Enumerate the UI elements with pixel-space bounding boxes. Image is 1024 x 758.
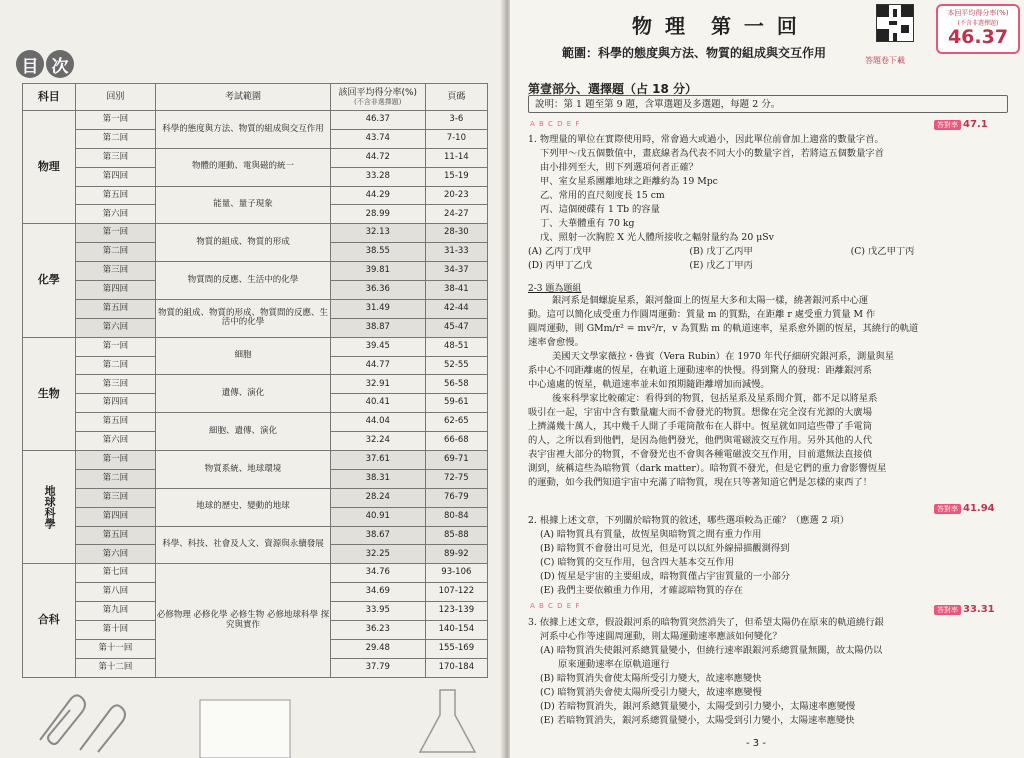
- badge-value: 46.37: [947, 26, 1009, 48]
- page-cell[interactable]: 3-6: [425, 111, 487, 130]
- page-cell[interactable]: 140-154: [425, 621, 487, 640]
- average-cell: 37.61: [330, 451, 425, 470]
- page-cell[interactable]: 48-51: [425, 337, 487, 356]
- subject-cell: 物理: [23, 111, 76, 224]
- range-cell: 科學、科技、社會及人文、資源與永續發展: [156, 526, 331, 564]
- question-line: 丙、這個硬碟有 1 Tb 的容量: [540, 204, 660, 215]
- round-cell: 第八回: [75, 583, 156, 602]
- average-cell: 29.48: [330, 639, 425, 658]
- average-cell: 46.37: [330, 111, 425, 130]
- header-range: 考試範圍: [156, 84, 331, 111]
- average-cell: 28.99: [330, 205, 425, 224]
- round-cell: 第二回: [75, 356, 156, 375]
- question-line: 丁、大華體重有 70 kg: [540, 218, 635, 229]
- page-cell[interactable]: 24-27: [425, 205, 487, 224]
- average-cell: 38.67: [330, 526, 425, 545]
- range-cell: 物質系統、地球環境: [156, 451, 331, 489]
- page-cell[interactable]: 7-10: [425, 129, 487, 148]
- round-cell: 第三回: [75, 148, 156, 167]
- average-cell: 38.31: [330, 469, 425, 488]
- subject-cell: 地球科學: [23, 451, 76, 564]
- question-line: 河系中心作等速圓周運動，則太陽運動速率應該如何變化？: [540, 631, 782, 642]
- average-cell: 32.91: [330, 375, 425, 394]
- question-line: 1. 物理量的單位在實際使用時，常會過大或過小，因此單位前會加上適當的數量字首。: [528, 134, 884, 145]
- toc-title-char-2: 次: [46, 50, 74, 78]
- toc-body: [23, 111, 488, 678]
- round-cell: 第九回: [75, 602, 156, 621]
- range-cell: 物質的組成、物質的形成: [156, 224, 331, 262]
- average-cell: 44.72: [330, 148, 425, 167]
- question-line: (E) 我們主要依賴重力作用，才確認暗物質的存在: [540, 585, 743, 596]
- page-cell[interactable]: 155-169: [425, 639, 487, 658]
- passage-line: 表宇宙裡大部分的物質，不會發光也不會與各種電磁波交互作用，目前還無法直接偵: [528, 449, 872, 460]
- answer-stats-q3: A B C D E F: [530, 602, 581, 610]
- table-row: [23, 564, 488, 583]
- page-cell[interactable]: 107-122: [425, 583, 487, 602]
- round-cell: 第三回: [75, 375, 156, 394]
- average-cell: 33.95: [330, 602, 425, 621]
- passage-line: 銀河系是個螺旋星系，銀河盤面上的恆星大多和太陽一樣，繞著銀河系中心運: [552, 295, 869, 306]
- qr-pattern: [877, 5, 913, 41]
- header-page: 頁碼: [425, 84, 487, 111]
- table-row: [23, 375, 488, 394]
- page-cell[interactable]: 34-37: [425, 262, 487, 281]
- round-cell: 第二回: [75, 129, 156, 148]
- instructions-box: 說明：第 1 題至第 9 題，含單選題及多選題，每題 2 分。: [528, 95, 1008, 113]
- subject-cell: 化學: [23, 224, 76, 337]
- round-cell: 第一回: [75, 451, 156, 470]
- average-cell: 44.77: [330, 356, 425, 375]
- average-cell: 31.49: [330, 299, 425, 318]
- range-cell: 科學的態度與方法、物質的組成與交互作用: [156, 111, 331, 149]
- page-cell[interactable]: 11-14: [425, 148, 487, 167]
- round-cell: 第三回: [75, 488, 156, 507]
- passage-line: 上擠滿幾十萬人，其中幾千人開了手電筒散布在人群中。恆星就如同這些帶了手電筒: [528, 421, 872, 432]
- page-title: 物 理 第 一 回: [632, 14, 800, 38]
- passage-line: 中心遠處的恆星，軌道速率並未如預期隨距離增加而減慢。: [528, 379, 770, 390]
- table-row: [23, 262, 488, 281]
- page-cell[interactable]: 85-88: [425, 526, 487, 545]
- page-cell[interactable]: 59-61: [425, 394, 487, 413]
- average-cell: 38.55: [330, 243, 425, 262]
- page-cell[interactable]: 45-47: [425, 318, 487, 337]
- question-line: (D) 恆星是宇宙的主要組成，暗物質僅占宇宙質量的一小部分: [540, 571, 791, 582]
- table-row: [23, 111, 488, 130]
- rate-tag: 答對率: [934, 605, 961, 615]
- average-score-badge: [936, 4, 1020, 54]
- average-cell: 44.04: [330, 413, 425, 432]
- rate-tag: 答對率: [934, 504, 961, 514]
- passage-line: 吸引在一起，宇宙中含有數量龐大而不會發光的物質。想像在完全沒有光源的大廣場: [528, 407, 872, 418]
- question-line: 乙、常用的直尺刻度長 15 cm: [540, 190, 665, 201]
- rate-value: 33.31: [963, 604, 995, 615]
- question-line: 甲、室女星系團離地球之距離約為 19 Mpc: [540, 176, 718, 187]
- option-e[interactable]: (E) 戊乙丁甲丙: [689, 260, 753, 271]
- header-avg-note: (不含非選擇題): [354, 98, 402, 107]
- options-row-1: [528, 245, 1012, 259]
- qr-download-label[interactable]: 答題卷下載: [865, 56, 905, 65]
- round-cell: 第十回: [75, 621, 156, 640]
- range-cell: 能量、量子現象: [156, 186, 331, 224]
- round-cell: 第四回: [75, 394, 156, 413]
- rate-tag: 答對率: [934, 120, 961, 130]
- badge-label: 本回平均得分率(%): [947, 9, 1009, 17]
- question-line: (B) 暗物質消失會使太陽所受引力變大，故速率應變快: [540, 673, 762, 684]
- passage-line: 的人，之所以看到他們，是因為他們發光，他們與電磁波交互作用。另外其他的人代: [528, 435, 872, 446]
- table-row: [23, 488, 488, 507]
- question-line: 原來運動速率在原軌道運行: [558, 659, 670, 670]
- range-cell: 地球的歷史、變動的地球: [156, 488, 331, 526]
- page-number: - 3 -: [746, 738, 766, 749]
- average-cell: 44.29: [330, 186, 425, 205]
- question-line: 2. 根據上述文章，下列關於暗物質的敘述，哪些選項較為正確？（應選 2 項）: [528, 515, 850, 526]
- range-cell: 必修物理 必修化學 必修生物 必修地球科學 探究與實作: [156, 564, 331, 677]
- round-cell: 第五回: [75, 413, 156, 432]
- option-d[interactable]: (D) 丙甲丁乙戊: [528, 260, 593, 271]
- question-line: (D) 若暗物質消失，銀河系總質量變小，太陽受到引力變小，太陽速率應變慢: [540, 701, 856, 712]
- average-cell: 32.13: [330, 224, 425, 243]
- round-cell: 第五回: [75, 299, 156, 318]
- average-cell: 39.45: [330, 337, 425, 356]
- range-cell: 物質間的反應、生活中的化學: [156, 262, 331, 300]
- average-cell: 36.23: [330, 621, 425, 640]
- page-cell[interactable]: 28-30: [425, 224, 487, 243]
- option-c[interactable]: (C) 戊乙甲丁丙: [850, 246, 915, 257]
- qr-code-icon[interactable]: [876, 4, 914, 42]
- round-cell: 第六回: [75, 545, 156, 564]
- table-row: [23, 224, 488, 243]
- page-cell[interactable]: 76-79: [425, 488, 487, 507]
- passage-line: 後來科學家比較確定：看得到的物質，包括星系及星系間介質，都不足以將星系: [552, 393, 878, 404]
- passage-line: 的運動，如今我們知道宇宙中充滿了暗物質，現在只等著知道它們是怎樣的東西了！: [528, 477, 872, 488]
- question-1: [528, 133, 1012, 245]
- table-row: [23, 451, 488, 470]
- question-line: 3. 依據上述文章，假設銀河系的暗物質突然消失了，但希望太陽仍在原來的軌道繞行銀: [528, 617, 884, 628]
- average-cell: 36.36: [330, 281, 425, 300]
- question-2: [528, 514, 1012, 598]
- table-row: [23, 526, 488, 545]
- range-cell: 物體的運動、電與磁的統一: [156, 148, 331, 186]
- paperclip-icon: [40, 695, 125, 752]
- page-cell[interactable]: 80-84: [425, 507, 487, 526]
- passage-line: 美國天文學家薇拉・魯賓（Vera Rubin）在 1970 年代仔細研究銀河系，測量與星: [552, 351, 895, 362]
- page-cell[interactable]: 56-58: [425, 375, 487, 394]
- page-cell[interactable]: 170-184: [425, 658, 487, 677]
- page-cell[interactable]: 69-71: [425, 451, 487, 470]
- round-cell: 第七回: [75, 564, 156, 583]
- badge-note: (不含非選擇題): [957, 20, 999, 27]
- question-line: (C) 暗物質消失會使太陽所受引力變大，故速率應變慢: [540, 687, 762, 698]
- toc-table: [22, 83, 488, 678]
- round-cell: 第十二回: [75, 658, 156, 677]
- page-cell[interactable]: 72-75: [425, 469, 487, 488]
- option-a[interactable]: (A) 乙丙丁戊甲: [528, 246, 592, 257]
- page-cell[interactable]: 42-44: [425, 299, 487, 318]
- page-cell[interactable]: 123-139: [425, 602, 487, 621]
- page-cell[interactable]: 38-41: [425, 281, 487, 300]
- average-cell: 37.79: [330, 658, 425, 677]
- range-cell: 物質的組成、物質的形成、物質間的反應、生活中的化學: [156, 299, 331, 337]
- table-row: [23, 148, 488, 167]
- average-cell: 32.25: [330, 545, 425, 564]
- header-avg: [330, 84, 425, 111]
- question-line: (B) 暗物質不會發出可見光，但是可以以紅外線掃描觀測得到: [540, 543, 790, 554]
- question-line: (E) 若暗物質消失，銀河系總質量變小，太陽受到引力變小，太陽速率應變快: [540, 715, 855, 726]
- round-cell: 第六回: [75, 318, 156, 337]
- passage-line: 測到，統稱這些為暗物質（dark matter）。暗物質不發光，但是它們的重力會影響恆星: [528, 463, 887, 474]
- correct-rate-q2: [934, 503, 995, 514]
- table-row: [23, 299, 488, 318]
- average-cell: 40.41: [330, 394, 425, 413]
- average-cell: 33.28: [330, 167, 425, 186]
- answer-stats-q1: A B C D E F: [530, 120, 581, 128]
- page-cell[interactable]: 15-19: [425, 167, 487, 186]
- round-cell: 第六回: [75, 205, 156, 224]
- question-line: 下列甲～戊五個數值中，畫底線者為代表不同大小的數量字首，若將這五個數量字首: [540, 148, 884, 159]
- average-cell: 38.87: [330, 318, 425, 337]
- question-1-options: [528, 245, 1012, 273]
- page-cell[interactable]: 52-55: [425, 356, 487, 375]
- passage-line: 動。這可以簡化成受重力作圓周運動：質量 m 的質點，在距離 r 處受重力質量 M 作: [528, 309, 876, 320]
- passage-line: 系中心不同距離處的恆星，在軌道上運動速率的快慢。得到驚人的發現：距離銀河系: [528, 365, 872, 376]
- header-round: 回別: [75, 84, 156, 111]
- table-row: [23, 186, 488, 205]
- group-tag: 2-3 題為題組: [528, 284, 582, 294]
- subject-cell: 合科: [23, 564, 76, 677]
- average-cell: 43.74: [330, 129, 425, 148]
- rate-value: 47.1: [963, 119, 988, 130]
- question-line: 由小排列至大，則下列選項何者正確？: [540, 162, 699, 173]
- page-cell[interactable]: 66-68: [425, 432, 487, 451]
- notebook-icon: [200, 700, 290, 758]
- decorative-illustration: [0, 680, 506, 758]
- passage-line: 速率會愈慢。: [528, 337, 584, 348]
- rate-value: 41.94: [963, 503, 995, 514]
- average-cell: 32.24: [330, 432, 425, 451]
- toc-title-char-1: 目: [16, 50, 44, 78]
- right-page: [510, 0, 1024, 758]
- question-line: (A) 暗物質消失使銀河系總質量變小，但繞行速率跟銀河系總質量無關，故太陽仍以: [540, 645, 883, 656]
- page-cell[interactable]: 89-92: [425, 545, 487, 564]
- round-cell: 第一回: [75, 337, 156, 356]
- header-avg-label: 該回平均得分率(%): [338, 87, 418, 98]
- scope-subtitle: 範圍：科學的態度與方法、物質的組成與交互作用: [562, 46, 827, 60]
- average-cell: 39.81: [330, 262, 425, 281]
- round-cell: 第三回: [75, 262, 156, 281]
- toc-title: [16, 50, 74, 78]
- table-row: [23, 413, 488, 432]
- header-subject: 科目: [23, 84, 76, 111]
- round-cell: 第十一回: [75, 639, 156, 658]
- question-line: (C) 暗物質的交互作用，包含四大基本交互作用: [540, 557, 734, 568]
- round-cell: 第四回: [75, 507, 156, 526]
- round-cell: 第二回: [75, 243, 156, 262]
- page-cell[interactable]: 31-33: [425, 243, 487, 262]
- round-cell: 第一回: [75, 224, 156, 243]
- average-cell: 40.91: [330, 507, 425, 526]
- range-cell: 遺傳、演化: [156, 375, 331, 413]
- question-3: [528, 616, 1012, 728]
- range-cell: 細胞、遺傳、演化: [156, 413, 331, 451]
- average-cell: 34.69: [330, 583, 425, 602]
- part-heading: 第壹部分、選擇題（占 18 分）: [528, 82, 698, 96]
- round-cell: 第一回: [75, 111, 156, 130]
- correct-rate-q3: [934, 604, 995, 615]
- round-cell: 第五回: [75, 526, 156, 545]
- round-cell: 第四回: [75, 281, 156, 300]
- range-cell: 細胞: [156, 337, 331, 375]
- round-cell: 第五回: [75, 186, 156, 205]
- round-cell: 第四回: [75, 167, 156, 186]
- correct-rate-q1: [934, 119, 988, 130]
- average-cell: 28.24: [330, 488, 425, 507]
- page-cell[interactable]: 20-23: [425, 186, 487, 205]
- average-cell: 34.76: [330, 564, 425, 583]
- reading-passage: [528, 294, 1012, 490]
- passage-line: 圓周運動，則 GMm/r² = mv²/r，v 為質點 m 的軌道速率，星系愈外圍的恆星，其繞行的軌道: [528, 323, 919, 334]
- page-cell[interactable]: 62-65: [425, 413, 487, 432]
- round-cell: 第二回: [75, 469, 156, 488]
- flask-icon: [420, 690, 475, 752]
- question-line: 戊、照射一次胸腔 X 光人體所接收之輻射量約為 20 μSv: [540, 232, 774, 243]
- left-page: [0, 0, 506, 758]
- options-row-2: [528, 259, 1012, 273]
- subject-cell: 生物: [23, 337, 76, 450]
- option-b[interactable]: (B) 戊丁乙丙甲: [689, 246, 753, 257]
- page-cell[interactable]: 93-106: [425, 564, 487, 583]
- round-cell: 第六回: [75, 432, 156, 451]
- table-row: [23, 337, 488, 356]
- question-line: (A) 暗物質具有質量，故恆星與暗物質之間有重力作用: [540, 529, 762, 540]
